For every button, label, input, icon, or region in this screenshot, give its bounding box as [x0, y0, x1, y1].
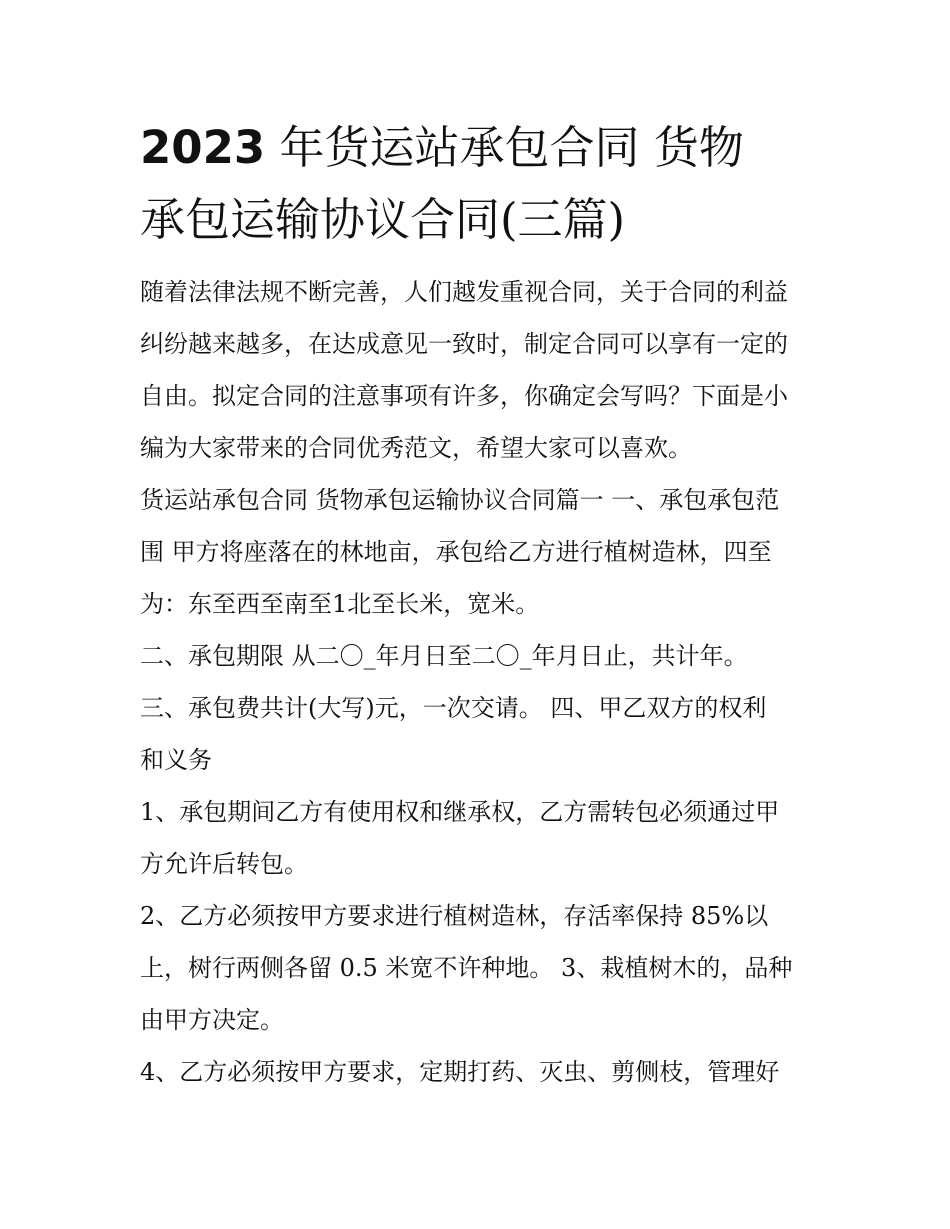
- body-line: 方允许后转包。: [140, 850, 308, 878]
- body-line: 由甲方决定。: [140, 1006, 284, 1034]
- body-line: 上，树行两侧各留 0.5 米宽不许种地。 3、栽植树木的，品种: [140, 954, 793, 982]
- body-line: 三、承包费共计(大写)元，一次交请。 四、甲乙双方的权利: [140, 694, 767, 722]
- body-line: 1、承包期间乙方有使用权和继承权，乙方需转包必须通过甲: [140, 798, 780, 826]
- document-body: [140, 266, 820, 1098]
- body-line: 随着法律法规不断完善，人们越发重视合同，关于合同的利益: [140, 278, 788, 306]
- body-line: 和义务: [140, 746, 212, 774]
- body-line: 4、乙方必须按甲方要求，定期打药、灭虫、剪侧枝，管理好: [140, 1058, 780, 1086]
- body-line: 为：东至西至南至1北至长米，宽米。: [140, 590, 540, 618]
- title-line-1: [140, 112, 820, 184]
- body-line: 二、承包期限 从二〇_年月日至二〇_年月日止，共计年。: [140, 642, 748, 670]
- title-line-2: 承包运输协议合同(三篇): [140, 193, 626, 246]
- body-line: 围 甲方将座落在的林地亩，承包给乙方进行植树造林，四至: [140, 538, 772, 566]
- title-year: 2023: [140, 121, 266, 174]
- body-line: 货运站承包合同 货物承包运输协议合同篇一 一、承包承包范: [140, 486, 780, 514]
- document-title: [140, 112, 820, 256]
- title-line-1-text: 年货运站承包合同 货物: [265, 121, 744, 174]
- body-line: 编为大家带来的合同优秀范文，希望大家可以喜欢。: [140, 434, 692, 462]
- body-line: 2、乙方必须按甲方要求进行植树造林，存活率保持 85%以: [140, 902, 769, 930]
- body-line: 自由。拟定合同的注意事项有许多，你确定会写吗？下面是小: [140, 382, 788, 410]
- document-page: [140, 112, 820, 1098]
- body-line: 纠纷越来越多，在达成意见一致时，制定合同可以享有一定的: [140, 330, 788, 358]
